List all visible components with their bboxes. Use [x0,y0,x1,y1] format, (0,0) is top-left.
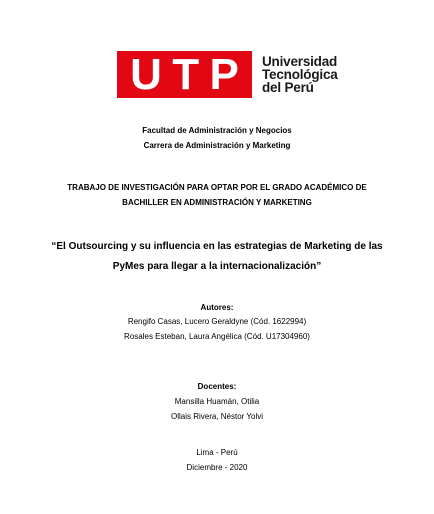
author-2: Rosales Esteban, Laura Angélica (Cód. U17304960) [124,332,310,341]
date: Diciembre - 2020 [186,463,248,472]
career-name: Carrera de Administración y Marketing [143,141,291,150]
utp-logo [117,51,338,98]
logo-letter-t: T [172,50,200,99]
university-name-line-1: Universidad [262,54,338,69]
work-type-line-2: BACHILLER EN ADMINISTRACIÓN Y MARKETING [122,198,312,207]
university-name-line-3: del Perú [262,80,314,95]
logo-letter-u: U [130,50,162,99]
logo-letter-p: P [209,50,239,99]
teachers-heading: Docentes: [197,382,237,391]
utp-logo-mark [117,51,252,98]
thesis-title-line-1: “El Outsourcing y su influencia en las estrategias de Marketing de las [51,241,383,252]
university-name-line-2: Tecnológica [262,67,338,82]
place: Lima - Perú [196,448,238,457]
university-name [262,55,338,94]
authors-heading: Autores: [200,303,234,312]
work-type-line-1: TRABAJO DE INVESTIGACIÓN PARA OPTAR POR EL GRADO ACADÉMICO DE [67,183,367,192]
thesis-title-line-2: PyMes para llegar a la internacionalización” [112,261,322,272]
faculty-name: Facultad de Administración y Negocios [142,126,292,135]
author-1: Rengifo Casas, Lucero Geraldyne (Cód. 1622994) [127,317,307,326]
teacher-1: Mansilla Huamán, Otilia [174,397,260,406]
teacher-2: Ollais Rivera, Néstor Yolvi [170,412,264,421]
